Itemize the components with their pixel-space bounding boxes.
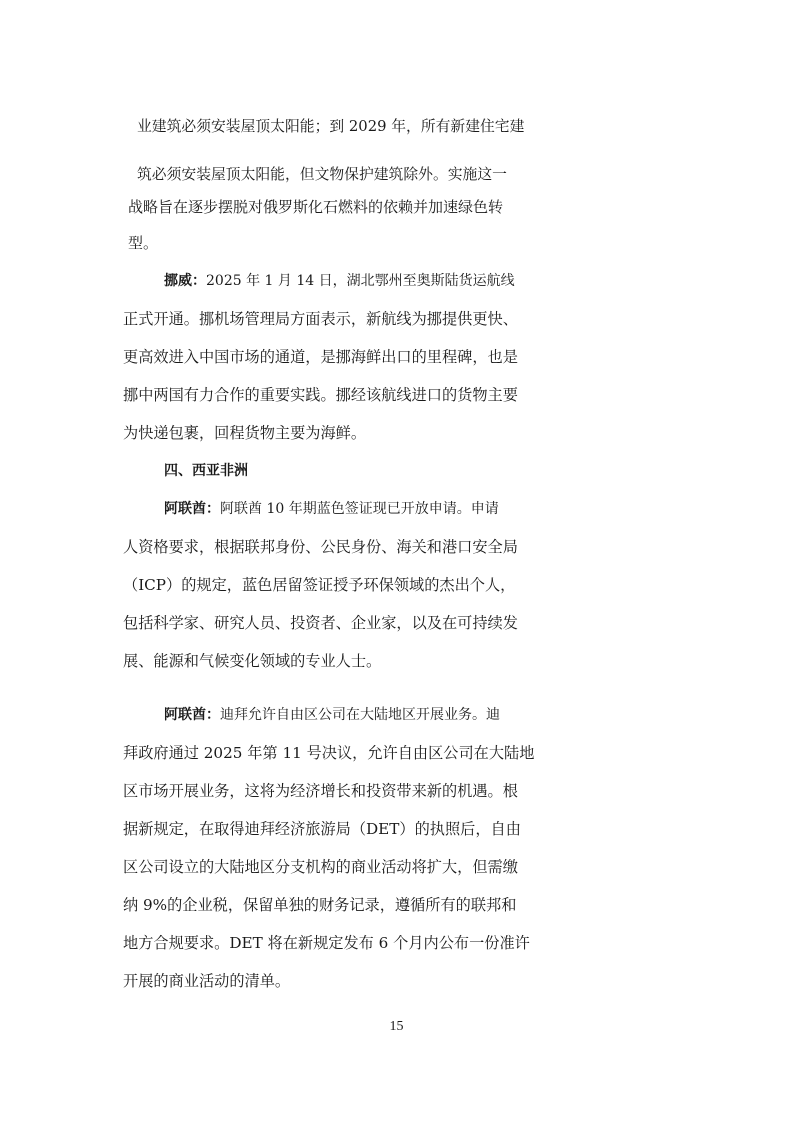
- text-line: 包括科学家、研究人员、投资者、企业家，以及在可持续发: [123, 614, 518, 632]
- text-line: （ICP）的规定，蓝色居留签证授予环保领域的杰出个人，: [123, 576, 516, 594]
- text-span: 2025 年 1 月 14 日，湖北鄂州至奥斯陆货运航线: [206, 273, 515, 289]
- country-label: 挪威：: [164, 273, 206, 289]
- text-span: 迪拜允许自由区公司在大陆地区开展业务。迪: [220, 707, 500, 723]
- text-line: 区公司设立的大陆地区分支机构的商业活动将扩大，但需缴: [123, 858, 518, 876]
- paragraph-first-line: [164, 266, 793, 296]
- paragraph-first-line: [164, 494, 793, 524]
- text-line: 更高效进入中国市场的通道，是挪海鲜出口的里程碑，也是: [123, 348, 518, 366]
- section-heading: 四、西亚非洲: [164, 463, 248, 479]
- text-line: 拜政府通过 2025 年第 11 号决议，允许自由区公司在大陆地: [123, 744, 535, 762]
- page-number: 15: [389, 1019, 404, 1034]
- text-line: 纳 9%的企业税，保留单独的财务记录，遵循所有的联邦和: [123, 896, 517, 914]
- text-line: 据新规定，在取得迪拜经济旅游局（DET）的执照后，自由: [123, 820, 521, 838]
- text-line: 挪中两国有力合作的重要实践。挪经该航线进口的货物主要: [123, 386, 518, 404]
- text-span: 阿联酋 10 年期蓝色签证现已开放申请。申请: [220, 501, 499, 517]
- text-line: 开展的商业活动的清单。: [123, 972, 291, 990]
- country-label: 阿联酋：: [164, 707, 220, 723]
- text-line: 人资格要求，根据联邦身份、公民身份、海关和港口安全局: [123, 538, 518, 556]
- text-line: 正式开通。挪机场管理局方面表示，新航线为挪提供更快、: [123, 310, 518, 328]
- text-line: 型。: [128, 234, 159, 252]
- text-line: 地方合规要求。DET 将在新规定发布 6 个月内公布一份准许: [123, 934, 530, 952]
- country-label: 阿联酋：: [164, 501, 220, 517]
- text-line: 筑必须安装屋顶太阳能，但文物保护建筑除外。实施这一: [137, 166, 507, 183]
- text-line: 展、能源和气候变化领域的专业人士。: [123, 652, 382, 670]
- text-line: 业建筑必须安装屋顶太阳能；到 2029 年，所有新建住宅建: [137, 118, 525, 135]
- text-line: 战略旨在逐步摆脱对俄罗斯化石燃料的依赖并加速绿色转: [128, 198, 504, 216]
- paragraph-first-line: [164, 700, 793, 730]
- text-line: 为快递包裹，回程货物主要为海鲜。: [123, 424, 366, 442]
- text-line: 区市场开展业务，这将为经济增长和投资带来新的机遇。根: [123, 782, 518, 800]
